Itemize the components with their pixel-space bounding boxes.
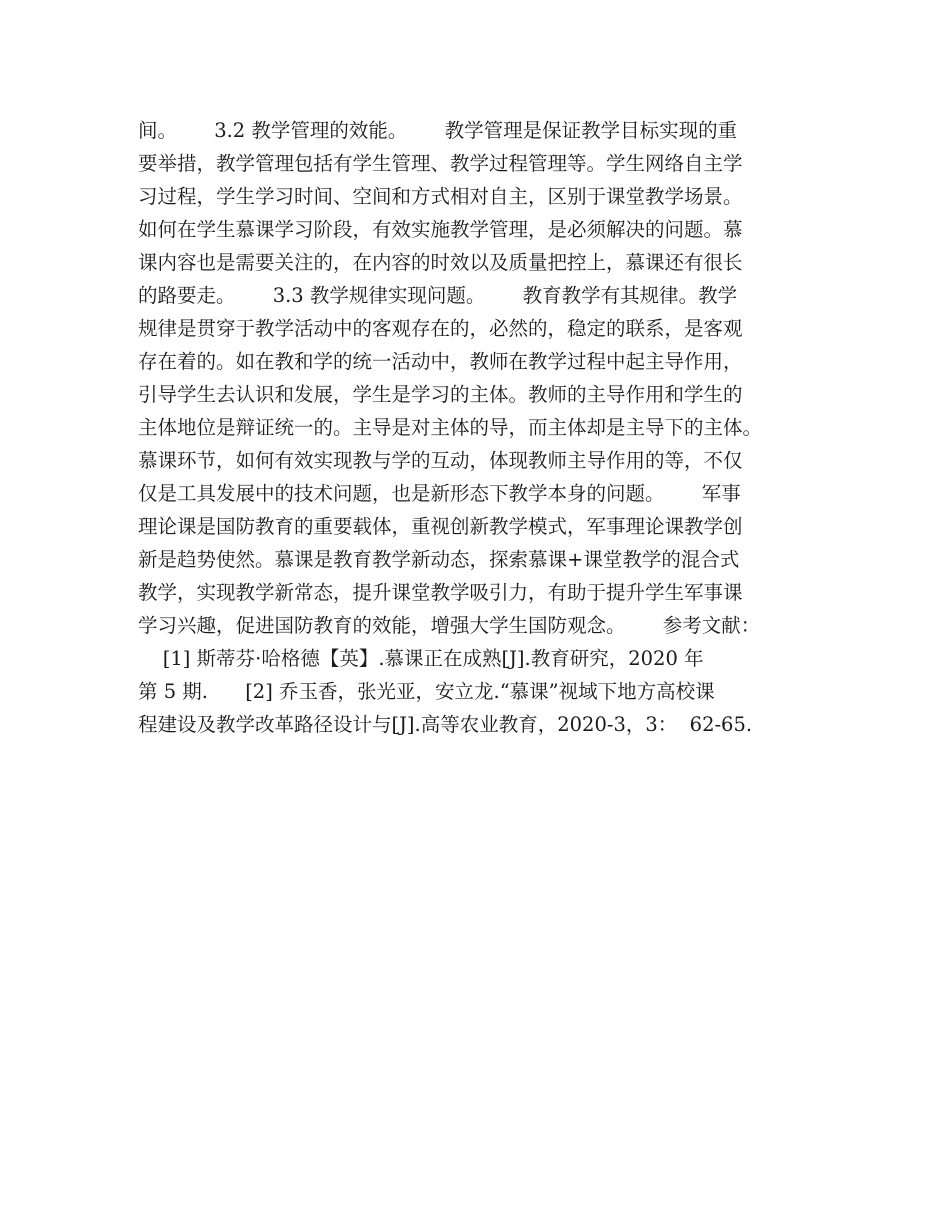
text-line: 学习兴趣，促进国防教育的效能，增强大学生国防观念。 参考文献： (138, 614, 761, 637)
text-line: 理论课是国防教育的重要载体，重视创新教学模式，军事理论课教学创 (138, 515, 743, 538)
text-line: 的路要走。 3.3 教学规律实现问题。 教育教学有其规律。教学 (138, 284, 738, 307)
text-line: 仅是工具发展中的技术问题，也是新形态下教学本身的问题。 军事 (138, 482, 741, 505)
text-line: 慕课环节，如何有效实现教与学的互动，体现教师主导作用的等，不仅 (138, 449, 743, 472)
text-line: 新是趋势使然。慕课是教育教学新动态，探索慕课+课堂教学的混合式 (138, 548, 740, 571)
text-line: 规律是贯穿于教学活动中的客观存在的，必然的，稳定的联系，是客观 (138, 317, 743, 340)
reference-line: [1] 斯蒂芬·哈格德【英】.慕课正在成熟[J].教育研究，2020 年 (138, 647, 704, 670)
text-line: 如何在学生慕课学习阶段，有效实施教学管理，是必须解决的问题。慕 (138, 218, 743, 241)
body-text (138, 114, 838, 741)
text-line: 引导学生去认识和发展，学生是学习的主体。教师的主导作用和学生的 (138, 383, 743, 406)
text-line: 主体地位是辩证统一的。主导是对主体的导，而主体却是主导下的主体。 (138, 416, 763, 439)
text-line: 课内容也是需要关注的，在内容的时效以及质量把控上，慕课还有很长 (138, 251, 743, 274)
text-line: 间。 3.2 教学管理的效能。 教学管理是保证教学目标实现的重 (138, 119, 738, 142)
reference-line: 第 5 期. [2] 乔玉香，张光亚，安立龙.“慕课”视域下地方高校课 (138, 680, 715, 703)
text-line: 要举措，教学管理包括有学生管理、教学过程管理等。学生网络自主学 (138, 152, 743, 175)
text-line: 存在着的。如在教和学的统一活动中，教师在教学过程中起主导作用， (138, 350, 743, 373)
text-line: 教学，实现教学新常态，提升课堂教学吸引力，有助于提升学生军事课 (138, 581, 743, 604)
reference-line: 程建设及教学改革路径设计与[J].高等农业教育，2020-3，3： 62-65. (138, 713, 753, 736)
text-line: 习过程，学生学习时间、空间和方式相对自主，区别于课堂教学场景。 (138, 185, 743, 208)
